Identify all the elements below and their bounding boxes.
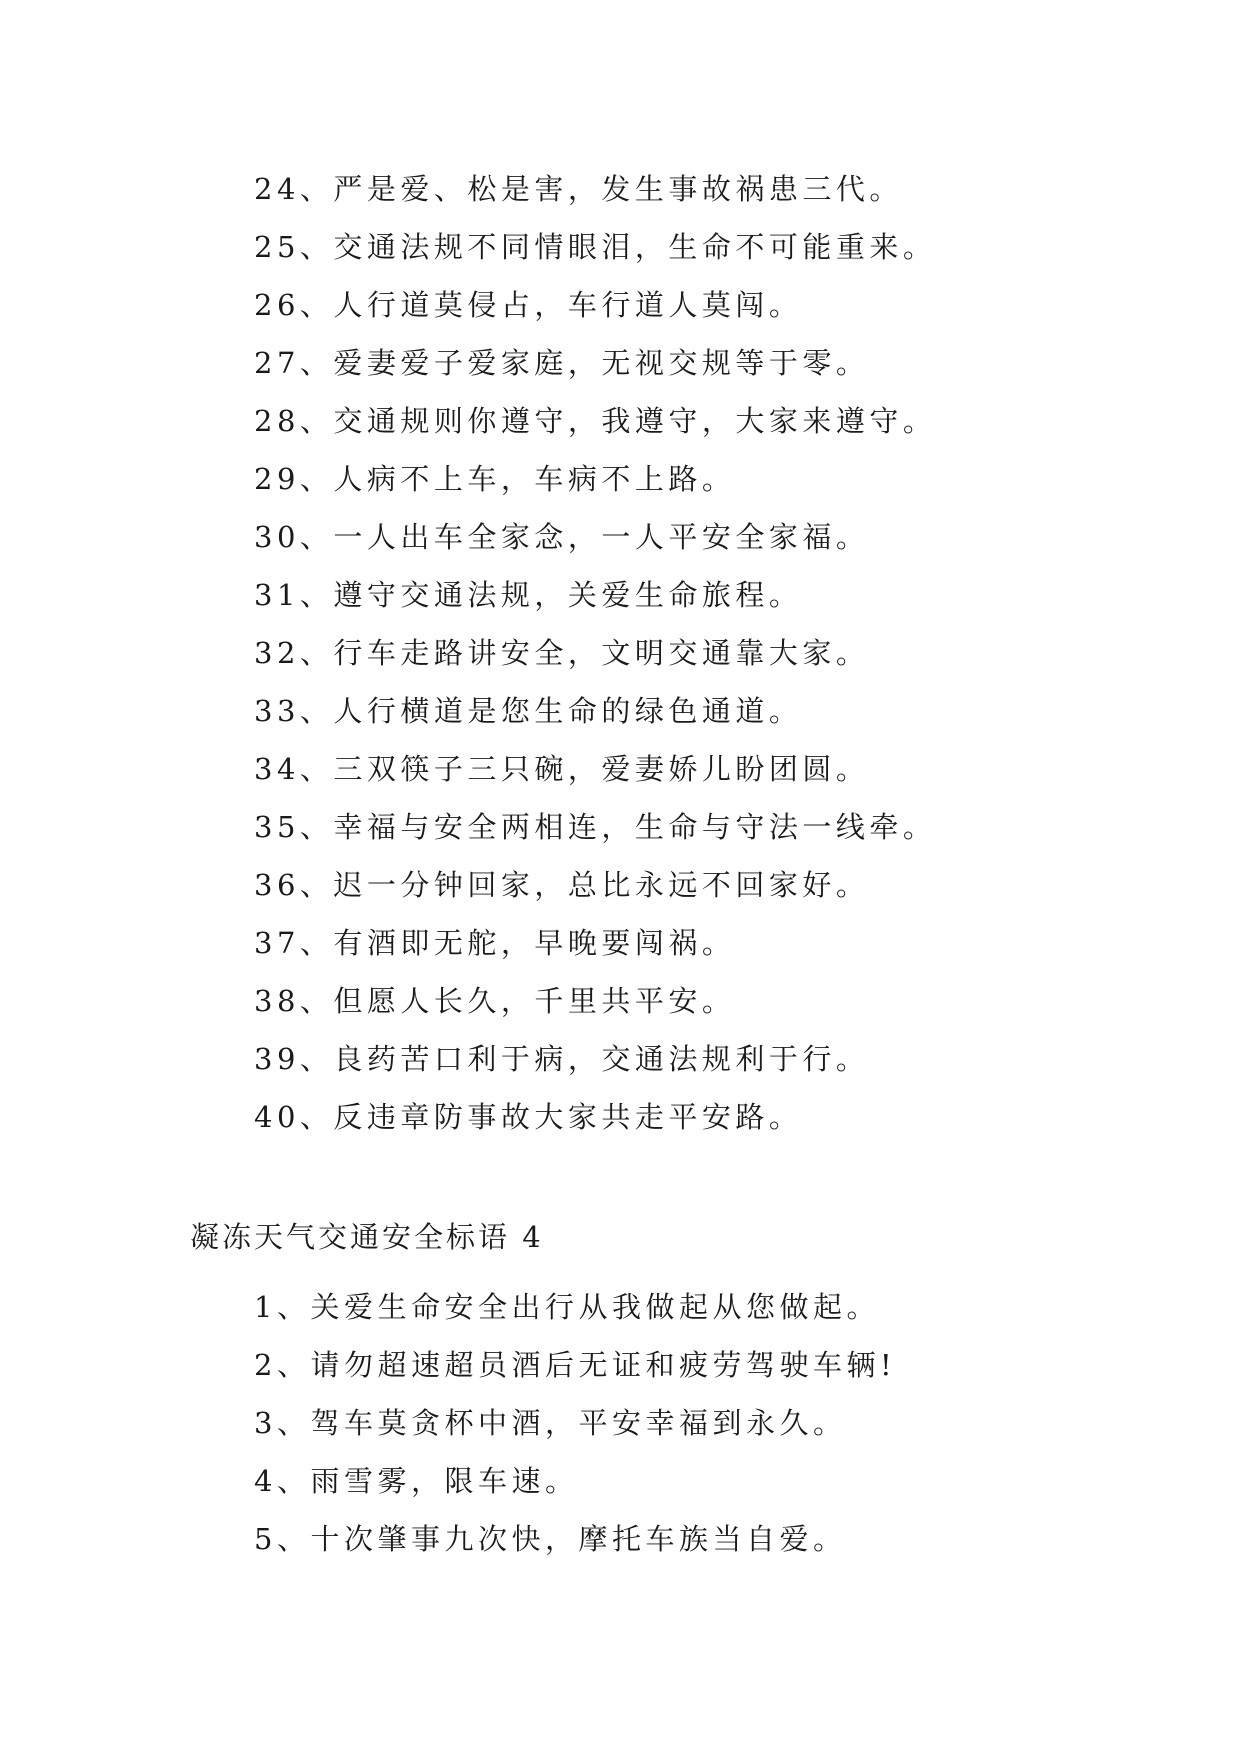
section-title: 凝冻天气交通安全标语 4 bbox=[190, 1220, 544, 1254]
slogan-item-40: 40、反违章防事故大家共走平安路。 bbox=[254, 1100, 803, 1134]
slogan-item-37: 37、有酒即无舵，早晚要闯祸。 bbox=[254, 926, 736, 960]
slogan-item-34: 34、三双筷子三只碗，爱妻娇儿盼团圆。 bbox=[254, 752, 870, 786]
slogan-item-31: 31、遵守交通法规，关爱生命旅程。 bbox=[254, 578, 803, 612]
slogan-item-36: 36、迟一分钟回家，总比永远不回家好。 bbox=[254, 868, 870, 902]
slogan-item-2: 2、请勿超速超员酒后无证和疲劳驾驶车辆! bbox=[254, 1348, 897, 1382]
slogan-item-24: 24、严是爱、松是害，发生事故祸患三代。 bbox=[254, 172, 903, 206]
slogan-list-continued bbox=[0, 160, 1241, 1146]
slogan-item-4: 4、雨雪雾，限车速。 bbox=[254, 1464, 579, 1498]
slogan-item-25: 25、交通法规不同情眼泪，生命不可能重来。 bbox=[254, 230, 937, 264]
slogan-item-30: 30、一人出车全家念，一人平安全家福。 bbox=[254, 520, 870, 554]
slogan-list-section-4 bbox=[0, 1278, 1241, 1568]
slogan-item-5: 5、十次肇事九次快，摩托车族当自爱。 bbox=[254, 1522, 847, 1556]
slogan-item-28: 28、交通规则你遵守，我遵守，大家来遵守。 bbox=[254, 404, 937, 438]
slogan-item-29: 29、人病不上车，车病不上路。 bbox=[254, 462, 736, 496]
slogan-item-32: 32、行车走路讲安全，文明交通靠大家。 bbox=[254, 636, 870, 670]
slogan-item-3: 3、驾车莫贪杯中酒，平安幸福到永久。 bbox=[254, 1406, 847, 1440]
slogan-item-39: 39、良药苦口利于病，交通法规利于行。 bbox=[254, 1042, 870, 1076]
slogan-item-33: 33、人行横道是您生命的绿色通道。 bbox=[254, 694, 803, 728]
slogan-item-26: 26、人行道莫侵占，车行道人莫闯。 bbox=[254, 288, 803, 322]
slogan-item-38: 38、但愿人长久，千里共平安。 bbox=[254, 984, 736, 1018]
slogan-item-1: 1、关爱生命安全出行从我做起从您做起。 bbox=[254, 1290, 880, 1324]
slogan-item-35: 35、幸福与安全两相连，生命与守法一线牵。 bbox=[254, 810, 937, 844]
slogan-item-27: 27、爱妻爱子爱家庭，无视交规等于零。 bbox=[254, 346, 870, 380]
